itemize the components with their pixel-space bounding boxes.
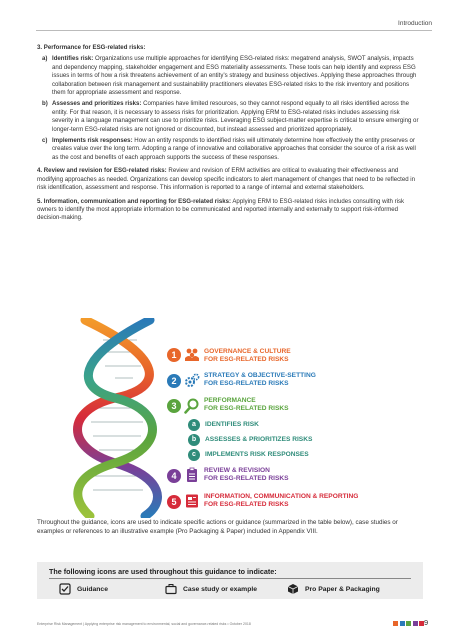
- figure-label-line2: FOR ESG-RELATED RISKS: [204, 380, 289, 387]
- subitem-letter: c): [42, 137, 48, 145]
- figure-label-line2: FOR ESG-RELATED RISKS: [204, 356, 289, 363]
- magnifier-icon: [184, 398, 200, 414]
- step-number-5: 5: [167, 495, 181, 509]
- subitem-letter-c: c: [188, 449, 200, 461]
- icon-legend-rule: [49, 578, 411, 579]
- icon-usage-paragraph: Throughout the guidance, icons are used to indicate specific actions or guidance (summarized in the table below), case studies or examples or references to an illustrative example (Pro Packaging & Paper) included in Appendix VIII.: [37, 519, 398, 535]
- subitem-letter-a: a: [188, 419, 200, 431]
- figure-label-line1: STRATEGY & OBJECTIVE-SETTING: [204, 372, 316, 379]
- page-number: 9: [424, 618, 429, 627]
- section-5: [37, 198, 422, 223]
- footer-text: Enterprise Risk Management | Applying enterprise risk management to environmental, social and governance-related risks • October 2018: [37, 622, 251, 626]
- subitem-label: Assesses and prioritizes risks:: [52, 100, 142, 108]
- subitem-letter: a): [42, 55, 48, 63]
- running-header: Introduction: [398, 20, 432, 27]
- subitem-label-b: ASSESSES & PRIORITIZES RISKS: [205, 436, 313, 443]
- figure-label: [204, 467, 289, 483]
- legend-case-study: [165, 583, 257, 595]
- figure-label-line1: REVIEW & REVISION: [204, 467, 270, 474]
- gears-icon: [184, 373, 200, 389]
- step-number-4: 4: [167, 469, 181, 483]
- legend-pro-paper: [287, 583, 380, 595]
- section-3-title: 3. Performance for ESG-related risks:: [37, 44, 146, 51]
- legend-label: Pro Paper & Packaging: [305, 585, 380, 593]
- section-4-label: 4. Review and revision for ESG-related risks:: [37, 167, 167, 175]
- icon-legend-box: [37, 562, 423, 599]
- step-number-3: 3: [167, 399, 181, 413]
- document-icon: [184, 493, 200, 509]
- figure-label-line1: GOVERNANCE & CULTURE: [204, 348, 291, 355]
- subitem-label-c: IMPLEMENTS RISK RESPONSES: [205, 451, 309, 458]
- dna-helix-graphic: [55, 318, 175, 518]
- step-number-2: 2: [167, 374, 181, 388]
- checkbox-icon: [59, 583, 71, 595]
- figure-label-line2: FOR ESG-RELATED RISKS: [204, 501, 289, 508]
- subitem-text: Organizations use multiple approaches for identifying ESG-related risks: megatrend analysis, SWOT analysis, impacts and dependency mapping, stakeholder engagement and ESG materiality assessments. These tools can help identify and express ESG issues in terms of how a risk threatens achievement of an entity’s strategy and business objectives. Applying these approaches through collaboration between risk management and sustainability practitioners elevates ESG-related risks to the risk inventory and positions them for appropriate assessment and response.: [52, 55, 417, 97]
- figure-label-line1: PERFORMANCE: [204, 397, 256, 404]
- section-5-label: 5. Information, communication and reporting for ESG-related risks:: [37, 197, 232, 205]
- figure-label-line2: FOR ESG-RELATED RISKS: [204, 405, 289, 412]
- footer-color-squares: [393, 621, 424, 626]
- section-4-text: Review and revision of ERM activities are critical to evaluating their effectiveness and modifying approaches as needed. Organizations can develop specific indicators to alert management of changes that need to be reflected in risk identification, assessment and response. This information is reported to a range of internal and external stakeholders.: [37, 167, 416, 192]
- icon-legend-title: The following icons are used throughout this guidance to indicate:: [49, 567, 277, 576]
- package-icon: [287, 583, 299, 595]
- subitem-label: Implements risk responses:: [52, 137, 133, 145]
- subitem-a: [37, 55, 422, 97]
- subitem-c: [37, 137, 422, 162]
- subitem-b: [37, 100, 422, 134]
- legend-label: Guidance: [77, 585, 108, 593]
- legend-label: Case study or example: [183, 585, 258, 593]
- legend-guidance: [59, 583, 108, 595]
- subitem-letter-b: b: [188, 434, 200, 446]
- figure-label-line1: INFORMATION, COMMUNICATION & REPORTING: [204, 493, 359, 500]
- figure-label: [204, 372, 316, 388]
- people-icon: [184, 347, 200, 363]
- section-4: [37, 167, 422, 192]
- body-text: [37, 44, 422, 223]
- section-5-text: Applying ERM to ESG-related risks includes consulting with risk owners to identify the most appropriate information to be communicated and reported internally and externally to support risk-informed decision-making.: [37, 197, 405, 222]
- figure-label-line2: FOR ESG-RELATED RISKS: [204, 475, 289, 482]
- figure-label: [204, 397, 289, 413]
- step-number-1: 1: [167, 348, 181, 362]
- subitem-letter: b): [42, 100, 48, 108]
- header-rule: [36, 30, 432, 31]
- figure-label: [204, 493, 358, 509]
- clipboard-icon: [184, 467, 200, 483]
- subitem-text: How an entity responds to identified risks will ultimately determine how effectively the entity preserves or creates value over the long term. Adopting a range of innovative and collaborative approaches that consider the source of a risk as well as the cost and benefits of each approach supports the success of these responses.: [52, 137, 416, 161]
- figure-label: [204, 348, 291, 364]
- subitem-label: Identifies risk:: [52, 55, 94, 63]
- subitem-text: Companies have limited resources, so they cannot respond equally to all risks identified across the entity. For that reason, it is necessary to assess risks for prioritization. Applying ERM to ESG-related risks includes assessing risk severity in a language management can use to prioritize risks. Leveraging ESG subject-matter expertise is critical to ensure emerging or longer-term ESG-related risks are not ignored or discounted, but instead assessed and prioritized appropriately.: [52, 100, 419, 133]
- subitem-label-a: IDENTIFIES RISK: [205, 421, 259, 428]
- briefcase-icon: [165, 583, 177, 595]
